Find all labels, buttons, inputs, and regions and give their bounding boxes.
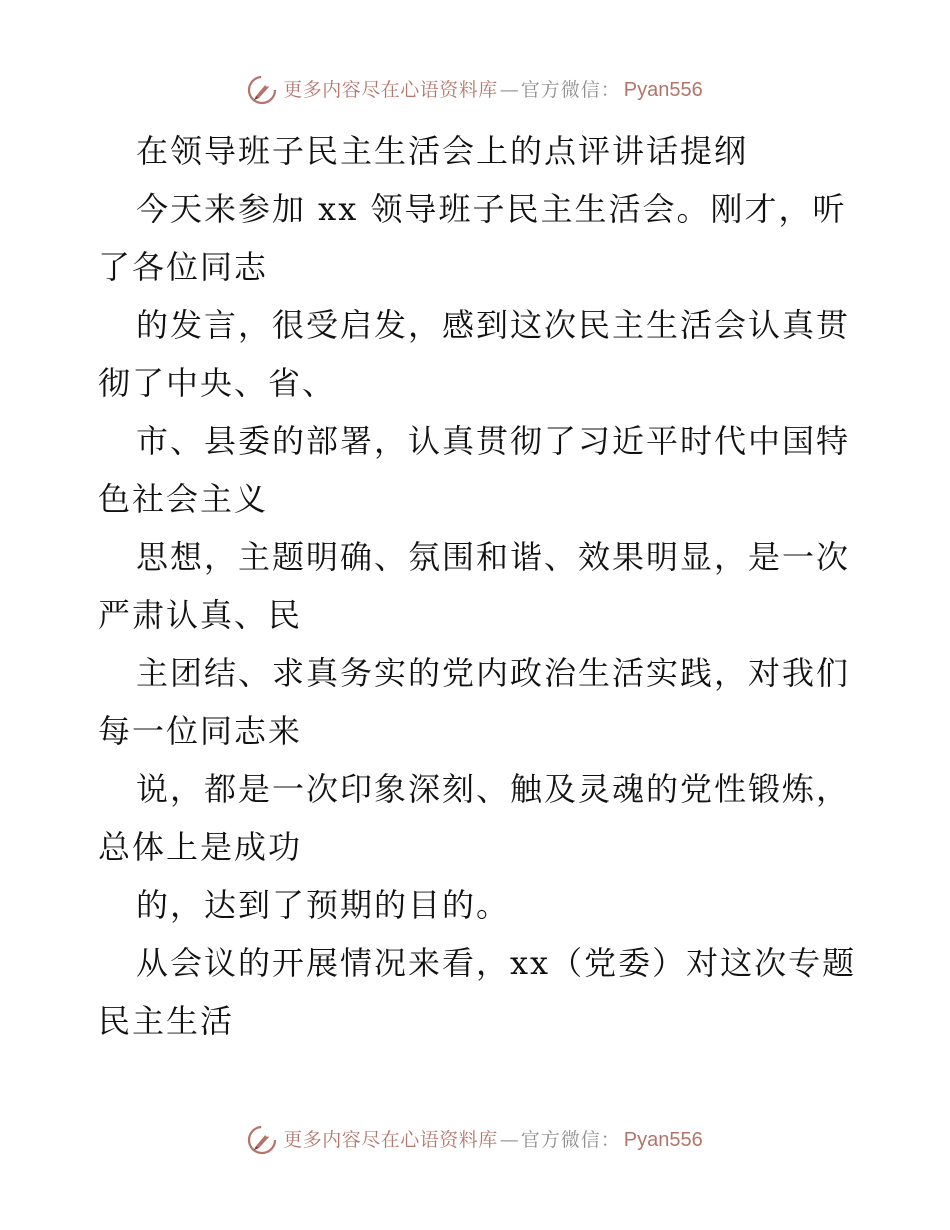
text-line: 民主生活 [98,1002,235,1040]
pen-nib-logo-icon [247,75,277,105]
text-line: 彻了中央、省、 [98,364,337,402]
text-line: 今天来参加 xx 领导班子民主生活会。刚才，听 [136,190,847,228]
watermark-brand: 更多内容尽在心语资料库 [283,78,498,101]
watermark-colon: ： [600,1128,620,1151]
text-line: 总体上是成功 [98,828,303,866]
watermark-official: 官方微信 [520,78,601,101]
watermark-colon: ： [600,78,620,101]
document-title: 在领导班子民主生活会上的点评讲话提纲 [136,132,749,170]
text-line: 严肃认真、民 [98,596,303,634]
text-line: 的，达到了预期的目的。 [136,886,511,924]
document-body [98,122,858,1050]
text-line: 的发言，很受启发，感到这次民主生活会认真贯 [136,306,851,344]
watermark-wechat-id: Pyan556 [623,1129,703,1151]
text-line: 市、县委的部署，认真贯彻了习近平时代中国特 [136,422,851,460]
watermark-dash: — [499,78,519,101]
watermark-brand: 更多内容尽在心语资料库 [283,1128,498,1151]
pen-nib-logo-icon [247,1125,277,1155]
watermark-dash: — [499,1128,519,1151]
text-line: 思想，主题明确、氛围和谐、效果明显，是一次 [136,538,851,576]
text-line: 每一位同志来 [98,712,303,750]
watermark-footer [0,1120,950,1160]
watermark-official: 官方微信 [520,1128,601,1151]
text-line: 从会议的开展情况来看，xx（党委）对这次专题 [136,944,857,982]
text-line: 了各位同志 [98,248,269,286]
text-line: 说，都是一次印象深刻、触及灵魂的党性锻炼， [136,770,851,808]
text-line: 主团结、求真务实的党内政治生活实践，对我们 [136,654,851,692]
watermark-wechat-id: Pyan556 [623,79,703,101]
text-line: 色社会主义 [98,480,269,518]
watermark-header [0,70,950,110]
